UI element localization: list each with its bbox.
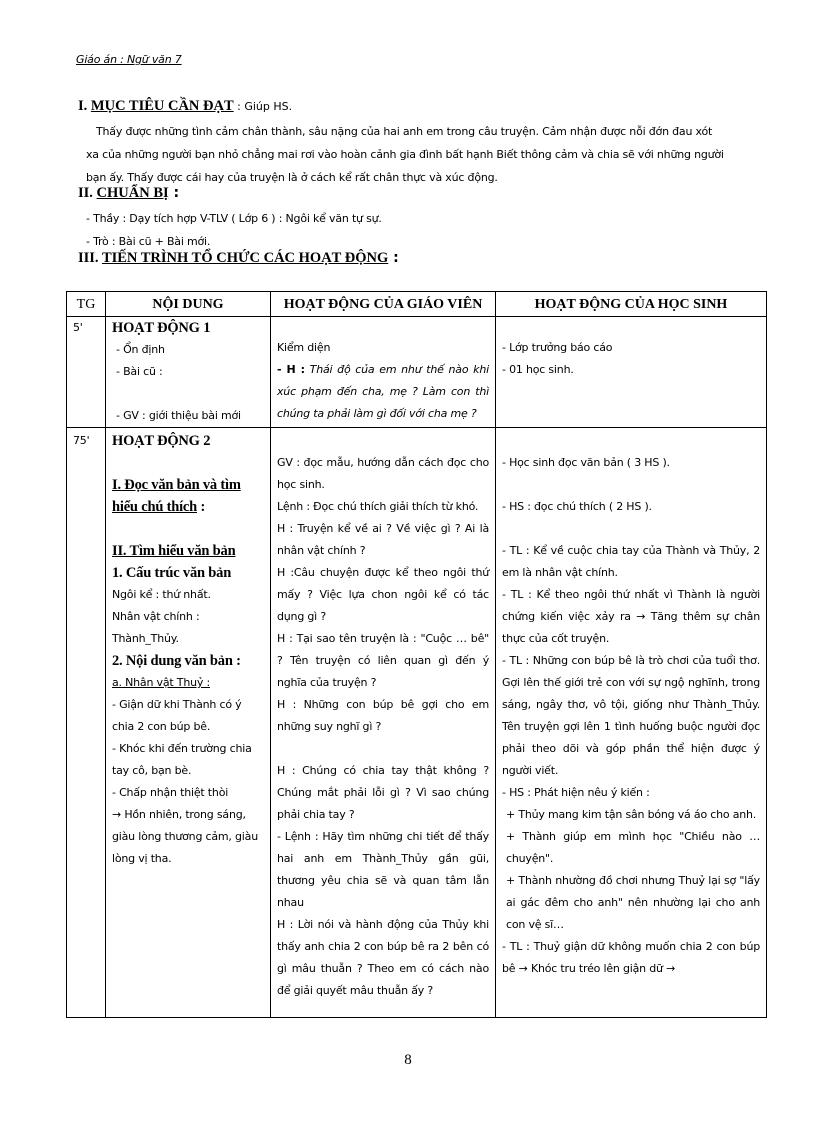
lesson-table <box>66 291 767 1018</box>
header-student: HOẠT ĐỘNG CỦA HỌC SINH <box>496 292 767 317</box>
section-1-title: MỤC TIÊU CẦN ĐẠT <box>90 98 234 114</box>
thuy-subheading: a. Nhân vật Thuỷ : <box>112 676 210 689</box>
row2-content: HOẠT ĐỘNG 2 I. Đọc văn bản và tìm hiểu chú thích : II. Tìm hiểu văn bản 1. Cấu trúc văn bản Ngôi kể : thứ nhất. Nhân vật chính : Thành_Thủy. 2. Nội dung văn bản : a. Nhân vật Thuỷ : - Giận dữ khi Thành có ý chia 2 con búp bê. - Khóc khi đến trường chia tay cô, bạn bè. - Chấp nhận thiệt thòi → Hồn nhiên, trong sáng, giàu lòng thương cảm, giàu lòng vị tha. <box>106 428 271 1018</box>
row1-time: 5' <box>67 317 106 428</box>
row2-time: 75' <box>67 428 106 1018</box>
header-tg: TG <box>67 292 106 317</box>
row2-teacher: GV : đọc mẫu, hướng dẫn cách đọc cho học sinh. Lệnh : Đọc chú thích giải thích từ khó. H : Truyện kể về ai ? Về việc gì ? Ai là nhân vật chính ? H :Câu chuyện được kể theo ngôi thứ mấy ? Việc lựa chon ngôi kể có tác dụng gì ? H : Tại sao tên truyện là : "Cuộc … bê" ? Tên truyện có liên quan gì đến ý nghĩa của truyện ? H : Những con búp bê gợi cho em những suy nghĩ gì ? H : Chúng có chia tay thật không ? Chúng mắt phải lỗi gì ? Vì sao chúng phải chia tay ? - Lệnh : Hãy tìm những chi tiết để thấy hai anh em Thành_Thủy gần gũi, thương yêu chia sẽ và quan tâm lẫn nhau H : Lời nói và hành động của Thủy khi thấy anh chia 2 con búp bê ra 2 bên có gì mâu thuẫn ? Theo em có cách nào để giải quyết mâu thuẫn ấy ? <box>271 428 496 1018</box>
header-teacher: HOẠT ĐỘNG CỦA GIÁO VIÊN <box>271 292 496 317</box>
prep-teacher: - Thầy : Dạy tích hợp V-TLV ( Lớp 6 ) : Ngôi kể văn tự sự. <box>86 212 382 225</box>
section-2-heading: II. CHUẨN BỊ : <box>78 185 180 201</box>
table-row <box>67 317 767 428</box>
section-3-title: TIẾN TRÌNH TỔ CHỨC CÁC HOẠT ĐỘNG <box>101 250 389 266</box>
table-header-row <box>67 292 767 317</box>
section-2-title: CHUẨN BỊ <box>96 185 169 201</box>
prep-student: - Trò : Bài cũ + Bài mới. <box>86 235 211 248</box>
row2-student: - Học sinh đọc văn bản ( 3 HS ). - HS : đọc chú thích ( 2 HS ). - TL : Kể về cuộc chia tay của Thành và Thủy, 2 em là nhân vật chính. - TL : Kể theo ngôi thứ nhất vì Thành là người chứng kiến việc xảy ra → Tăng thêm sự chân thực của cốt truyện. - TL : Những con búp bê là trò chơi của tuổi thơ. Gợi lên thế giới trẻ con với sự ngộ nghĩnh, trong sáng, ngây thơ, vô tội, giống như Thành_Thủy. Tên truyện gợi lên 1 tình huống buộc người đọc phải theo dõi và góp phần thể hiện được ý người viết. - HS : Phát hiện nêu ý kiến : + Thủy mang kim tận sân bóng vá áo cho anh. + Thành giúp em mình học "Chiều nào … chuyện". + Thành nhường đồ chơi nhưng Thuỷ lại sợ "lấy ai gác đêm cho anh" nên nhường lại cho anh con vệ sĩ… - TL : Thuỷ giận dữ không muốn chia 2 con búp bê → Khóc tru tréo lên giận dữ → <box>496 428 767 1018</box>
preparation-list <box>86 207 382 253</box>
row1-teacher: Kiểm diện - H : Thái độ của em như thế nào khi xúc phạm đến cha, mẹ ? Làm con thì chúng ta phải làm gì đối với cha mẹ ? <box>271 317 496 428</box>
analysis-heading: II. Tìm hiểu văn bản <box>112 543 236 559</box>
activity-1-heading: HOẠT ĐỘNG 1 <box>112 320 211 336</box>
section-3-heading: III. TIẾN TRÌNH TỔ CHỨC CÁC HOẠT ĐỘNG : <box>78 250 399 266</box>
row1-content: HOẠT ĐỘNG 1 - Ổn định - Bài cũ : - GV : giới thiệu bài mới <box>106 317 271 428</box>
row1-student: - Lớp trưởng báo cáo - 01 học sinh. <box>496 317 767 428</box>
reading-heading: I. Đọc văn bản và tìm hiểu chú thích <box>112 477 241 515</box>
objective-paragraph: Thấy được những tình cảm chân thành, sâu nặng của hai anh em trong câu truyện. Cảm nhận được nỗi đớn đau xót xa của những người bạn nhỏ chẳng mai rơi vào hoàn cảnh gia đình bất hạnh Biết thông cảm và chia sẽ với những người bạn ấy. Thấy được cái hay của truyện là ở cách kể rất chân thực và xúc động. <box>86 125 724 184</box>
table-row <box>67 428 767 1018</box>
activity-2-heading: HOẠT ĐỘNG 2 <box>112 433 211 449</box>
page-number: 8 <box>404 1052 412 1068</box>
section-1-heading: I. MỤC TIÊU CẦN ĐẠT : Giúp HS. <box>78 98 293 114</box>
document-header: Giáo án : Ngữ văn 7 <box>76 53 182 66</box>
header-content: NỘI DUNG <box>106 292 271 317</box>
